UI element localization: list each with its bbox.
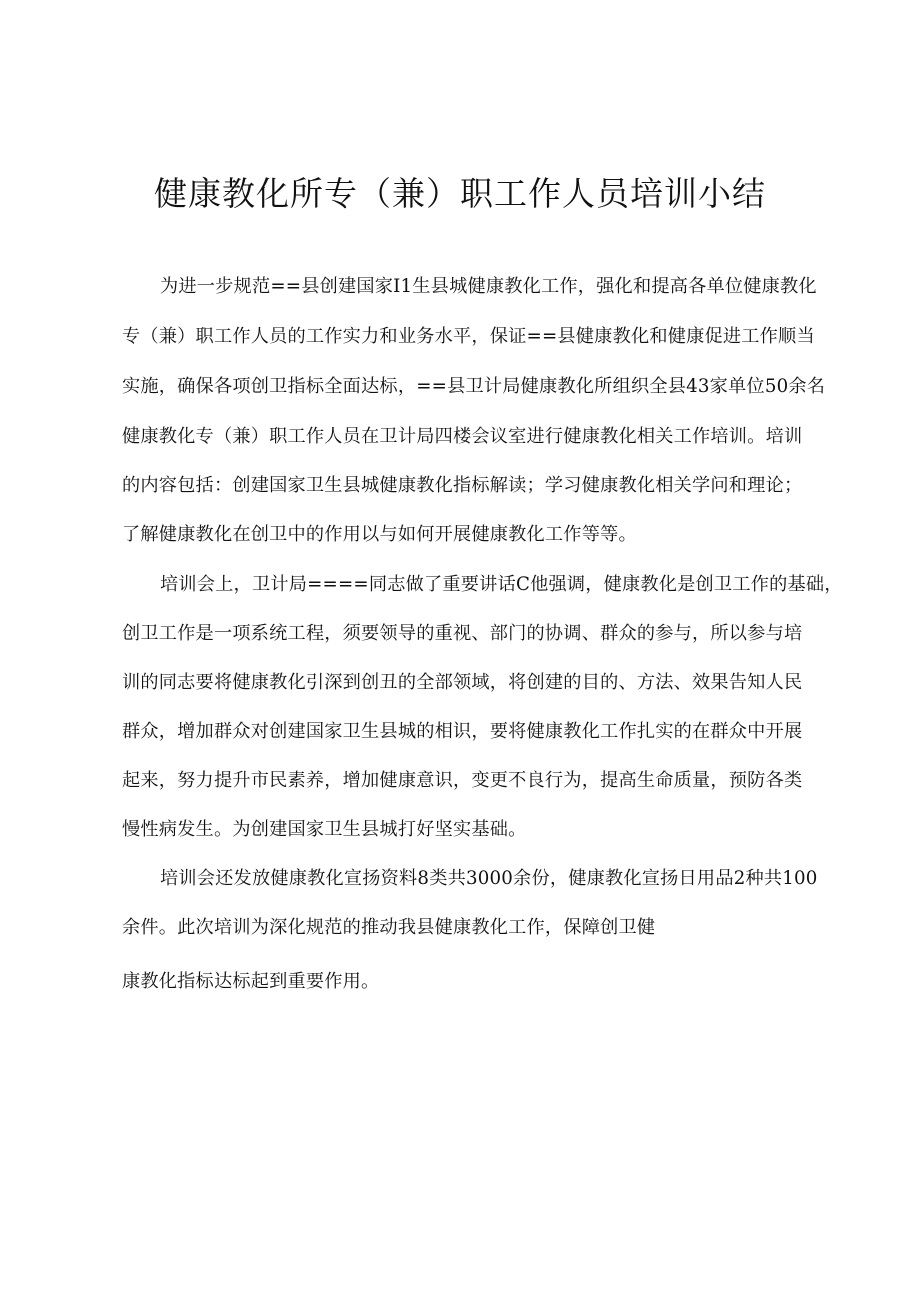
paragraph-line: 培训会上，卫计局====同志做了重要讲话C他强调，健康教化是创卫工作的基础，: [160, 574, 843, 595]
paragraph-line: 实施，确保各项创卫指标全面达标，==县卫计局健康教化所组织全县43家单位50余名: [122, 376, 826, 397]
paragraph-line: 了解健康教化在创卫中的作用以与如何开展健康教化工作等等。: [122, 524, 637, 545]
paragraph-line: 余件。此次培训为深化规范的推动我县健康教化工作，保障创卫健: [122, 917, 656, 938]
paragraph-line: 群众，增加群众对创建国家卫生县城的相识，要将健康教化工作扎实的在群众中开展: [122, 721, 803, 742]
paragraph-line: 慢性病发生。为创建国家卫生县城打好坚实基础。: [122, 819, 527, 840]
paragraph-line: 专（兼）职工作人员的工作实力和业务水平，保证==县健康教化和健康促进工作顺当: [122, 326, 815, 347]
paragraph-line: 的内容包括：创建国家卫生县城健康教化指标解读；学习健康教化相关学问和理论；: [122, 475, 803, 496]
document-title: 健康教化所专（兼）职工作人员培训小结: [154, 174, 766, 213]
paragraph-line: 康教化指标达标起到重要作用。: [122, 971, 380, 992]
paragraph-line: 训的同志要将健康教化引深到创丑的全部领域，将创建的目的、方法、效果告知人民: [122, 672, 803, 693]
paragraph-line: 培训会还发放健康教化宣扬资料8类共3000余份，健康教化宣扬日用品2种共100: [160, 868, 818, 889]
paragraph-line: 健康教化专（兼）职工作人员在卫计局四楼会议室进行健康教化相关工作培训。培训: [122, 426, 803, 447]
paragraph-line: 创卫工作是一项系统工程，须要领导的重视、部门的协调、群众的参与，所以参与培: [122, 623, 803, 644]
paragraph-line: 为进一步规范==县创建国家I1生县城健康教化工作，强化和提高各单位健康教化: [160, 276, 817, 297]
paragraph-line: 起来，努力提升市民素养，增加健康意识，变更不良行为，提高生命质量，预防各类: [122, 770, 803, 791]
